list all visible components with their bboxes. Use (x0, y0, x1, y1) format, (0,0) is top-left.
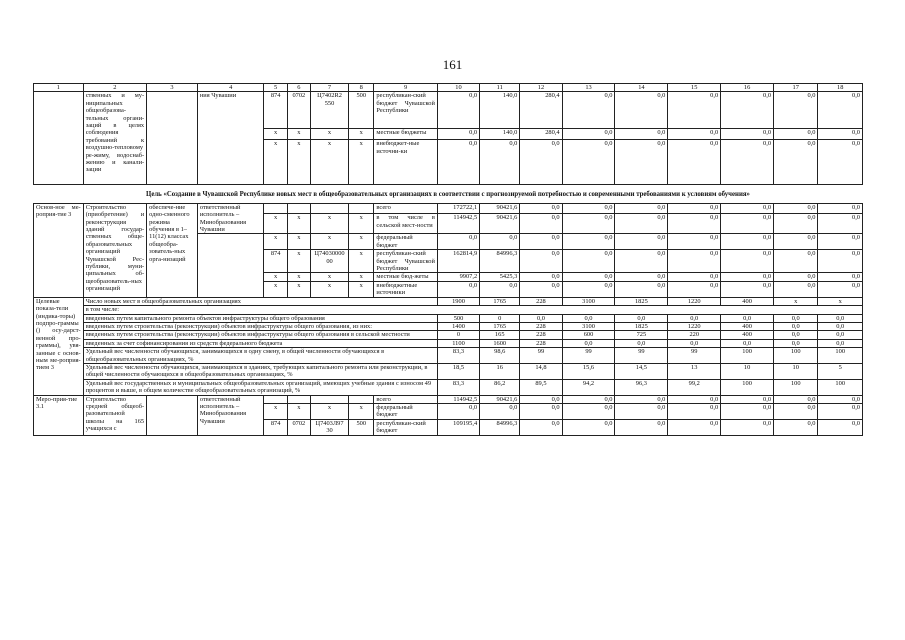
event-label-cell (34, 92, 84, 185)
value-cell: 0,0 (615, 395, 668, 403)
indicator-text-cell: Удельный вес государственных и муниципальных общеобразовательных организаций, имеющих учебные здания с износом 49 процентов и выше, в общем количестве общеобразовательных организаций, % (83, 379, 437, 395)
indicator-value-cell: 1600 (480, 339, 520, 347)
value-cell: 280,4 (520, 92, 562, 129)
indicator-text-cell: Удельный вес численности обучающихся, занимающихся в одну смену, в общей численности обучающихся в общеобразовательных организациях, % (83, 348, 437, 364)
funding-row (34, 395, 863, 403)
indicator-value-cell: 1825 (615, 297, 668, 305)
indicator-value-cell: 14,8 (520, 363, 562, 379)
value-cell: 0,0 (721, 419, 774, 435)
value-cell: 0,0 (615, 203, 668, 214)
value-cell: 0,0 (774, 140, 818, 185)
indicator-value-cell: 0,0 (668, 314, 721, 322)
budget-code-cell (287, 395, 310, 403)
value-cell: 0,0 (721, 273, 774, 281)
indicator-row (34, 379, 863, 395)
indicator-value-cell: 100 (774, 379, 818, 395)
indicator-value-cell: 1400 (437, 322, 479, 330)
value-cell: 0,0 (520, 403, 562, 419)
budget-code-cell: x (287, 250, 310, 273)
value-cell: 0,0 (721, 250, 774, 273)
indicator-value-cell: 99,2 (668, 379, 721, 395)
indicator-value-cell: 165 (480, 331, 520, 339)
column-number-cell: 9 (374, 84, 437, 92)
executor-cell: ния Чувашии (197, 92, 264, 185)
value-cell: 0,0 (774, 129, 818, 140)
indicator-value-cell: 96,3 (615, 379, 668, 395)
value-cell: 0,0 (721, 214, 774, 234)
indicator-row (34, 297, 863, 305)
value-cell: 0,0 (668, 92, 721, 129)
budget-code-cell: 500 (349, 92, 374, 129)
value-cell: 0,0 (437, 234, 479, 250)
value-cell: 0,0 (668, 281, 721, 297)
indicator-value-cell: 228 (520, 339, 562, 347)
value-cell: 0,0 (520, 273, 562, 281)
budget-code-cell: x (264, 273, 287, 281)
indicator-value-cell: 400 (721, 297, 774, 305)
value-cell: 0,0 (668, 273, 721, 281)
indicator-value-cell: 99 (615, 348, 668, 364)
indicator-row (34, 363, 863, 379)
column-number-cell: 11 (480, 84, 520, 92)
value-cell: 0,0 (818, 129, 863, 140)
indicator-value-cell: 15,6 (562, 363, 615, 379)
budget-code-cell: x (287, 281, 310, 297)
indicator-value-cell: 86,2 (480, 379, 520, 395)
value-cell: 140,0 (480, 92, 520, 129)
value-cell: 0,0 (437, 92, 479, 129)
indicator-value-cell: 228 (520, 297, 562, 305)
value-cell: 9907,2 (437, 273, 479, 281)
budget-code-cell: Ц7403Л97 30 (310, 419, 348, 435)
event-name-cell: Строительство (приобретение) и реконструкция зданий государ-ственных обще-образовательных организаций Чувашской Рес-публики, муни-ципальных об-щеобразователь-ных организаций (83, 203, 146, 297)
column-number-cell: 4 (197, 84, 264, 92)
value-cell: 0,0 (562, 92, 615, 129)
budget-code-cell: x (310, 273, 348, 281)
indicator-value-cell: 83,3 (437, 379, 479, 395)
budget-code-cell: x (349, 250, 374, 273)
value-cell: 0,0 (437, 140, 479, 185)
funding-row (34, 92, 863, 129)
value-cell: 0,0 (562, 419, 615, 435)
value-cell: 172722,1 (437, 203, 479, 214)
value-cell: 0,0 (721, 129, 774, 140)
indicator-value-cell: 100 (818, 379, 863, 395)
value-cell: 90421,6 (480, 395, 520, 403)
executor-cell (197, 234, 264, 297)
indicator-value-cell: 100 (721, 379, 774, 395)
budget-code-cell: x (287, 140, 310, 185)
indicator-text-cell: Число новых мест в общеобразовательных организациях (83, 297, 437, 305)
column-number-cell: 13 (562, 84, 615, 92)
budget-code-cell: x (349, 234, 374, 250)
indicator-value-cell: 0,0 (818, 331, 863, 339)
value-cell: 0,0 (774, 214, 818, 234)
goal-row (34, 185, 863, 203)
indicator-value-cell: 500 (437, 314, 479, 322)
indicator-value-cell: 10 (774, 363, 818, 379)
funding-source-cell: всего (374, 203, 437, 214)
indicator-value-cell: 1900 (437, 297, 479, 305)
value-cell: 0,0 (774, 234, 818, 250)
budget-code-cell: x (310, 129, 348, 140)
value-cell: 0,0 (818, 395, 863, 403)
budget-code-cell: x (264, 281, 287, 297)
value-cell: 0,0 (520, 214, 562, 234)
indicator-value-cell: 0,0 (721, 314, 774, 322)
funding-source-cell: республикан-ский бюджет (374, 419, 437, 435)
indicator-value-cell: 16 (480, 363, 520, 379)
budget-code-cell: x (349, 214, 374, 234)
value-cell: 90421,6 (480, 203, 520, 214)
indicator-value-cell: 0,0 (818, 339, 863, 347)
budget-code-cell: Ц7402R2 550 (310, 92, 348, 129)
column-number-cell: 17 (774, 84, 818, 92)
column-number-row (34, 84, 863, 92)
value-cell: 0,0 (818, 273, 863, 281)
column-number-cell: 6 (287, 84, 310, 92)
indicator-value-cell: 0,0 (774, 339, 818, 347)
indicator-value-cell: 3100 (562, 297, 615, 305)
budget-code-cell: x (287, 403, 310, 419)
value-cell: 0,0 (615, 273, 668, 281)
value-cell: 0,0 (721, 403, 774, 419)
value-cell: 0,0 (615, 403, 668, 419)
value-cell: 0,0 (437, 403, 479, 419)
funding-source-cell: в том числе в сельской мест-ности (374, 214, 437, 234)
budget-code-cell: x (264, 140, 287, 185)
value-cell: 0,0 (721, 234, 774, 250)
indicator-value-cell: 0,0 (520, 314, 562, 322)
value-cell: 0,0 (668, 250, 721, 273)
indicator-value-cell: 0 (480, 314, 520, 322)
budget-code-cell: 500 (349, 419, 374, 435)
budget-code-cell (349, 203, 374, 214)
funding-source-cell: местные бюджеты (374, 129, 437, 140)
indicator-value-cell: 220 (668, 331, 721, 339)
column-number-cell: 8 (349, 84, 374, 92)
funding-source-cell: федеральный бюджет (374, 234, 437, 250)
value-cell: 0,0 (774, 419, 818, 435)
budget-code-cell: x (287, 129, 310, 140)
budget-code-cell (310, 203, 348, 214)
funding-row (34, 203, 863, 214)
indicator-value-cell: 99 (562, 348, 615, 364)
indicator-value-cell: 0,0 (774, 322, 818, 330)
value-cell: 0,0 (480, 403, 520, 419)
indicator-row (34, 314, 863, 322)
column-number-cell: 15 (668, 84, 721, 92)
task-cell: обеспече-ние одно-сменного режима обучения в 1–11(12) классах общеобра-зователь-ных орга-низаций (147, 203, 198, 297)
indicator-value-cell: 0,0 (818, 322, 863, 330)
column-number-cell: 2 (83, 84, 146, 92)
indicator-value-cell: 228 (520, 331, 562, 339)
indicator-text-cell: введенных путем капитального ремонта объектов инфраструктуры общего образования (83, 314, 437, 322)
funding-source-cell: всего (374, 395, 437, 403)
value-cell: 0,0 (562, 140, 615, 185)
column-number-cell: 7 (310, 84, 348, 92)
indicator-value-cell: 725 (615, 331, 668, 339)
budget-code-cell (310, 395, 348, 403)
budget-code-cell: x (310, 281, 348, 297)
column-number-cell: 3 (147, 84, 198, 92)
budget-code-cell: 0702 (287, 419, 310, 435)
value-cell: 0,0 (562, 395, 615, 403)
indicator-row (34, 331, 863, 339)
event-name-cell: ственных и му-ниципальных общеобразова-тельных органи-заций в целях соблюдения требований к воздушно-тепловому ре-жиму, водоснаб-жению и канали-зации (83, 92, 146, 185)
value-cell: 0,0 (774, 273, 818, 281)
indicator-value-cell: 1825 (615, 322, 668, 330)
value-cell: 0,0 (562, 403, 615, 419)
budget-code-cell: x (310, 234, 348, 250)
value-cell: 0,0 (818, 250, 863, 273)
value-cell: 0,0 (774, 203, 818, 214)
indicator-row (34, 306, 863, 314)
indicator-value-cell: x (818, 297, 863, 305)
value-cell: 0,0 (562, 250, 615, 273)
value-cell: 0,0 (668, 403, 721, 419)
value-cell: 0,0 (615, 214, 668, 234)
indicator-value-cell: 100 (818, 348, 863, 364)
column-number-cell: 5 (264, 84, 287, 92)
value-cell: 0,0 (520, 140, 562, 185)
indicator-value-cell: x (774, 297, 818, 305)
budget-code-cell: 874 (264, 250, 287, 273)
budget-code-cell: x (349, 281, 374, 297)
column-number-cell: 16 (721, 84, 774, 92)
indicator-value-cell: 100 (721, 348, 774, 364)
budget-code-cell: x (287, 234, 310, 250)
budget-code-cell: x (310, 140, 348, 185)
funding-source-cell: республикан-ский бюджет Чувашской Республики (374, 92, 437, 129)
value-cell: 0,0 (818, 234, 863, 250)
value-cell: 0,0 (774, 403, 818, 419)
value-cell: 0,0 (480, 140, 520, 185)
indicator-value-cell: 0,0 (721, 339, 774, 347)
indicator-value-cell: 10 (721, 363, 774, 379)
value-cell: 0,0 (562, 129, 615, 140)
task-cell (147, 395, 198, 435)
budget-code-cell (287, 203, 310, 214)
value-cell: 0,0 (562, 273, 615, 281)
indicator-value-cell: 99 (668, 348, 721, 364)
value-cell: 0,0 (774, 281, 818, 297)
value-cell: 0,0 (615, 419, 668, 435)
event-name-cell: Строительство средней общеоб-разовательной школы на 165 учащихся с (83, 395, 146, 435)
value-cell: 0,0 (774, 250, 818, 273)
indicator-value-cell: 3100 (562, 322, 615, 330)
indicator-value-cell: 83,3 (437, 348, 479, 364)
event-label-cell: Меро-прия-тие 3.1 (34, 395, 84, 435)
indicator-text-cell: Удельный вес численности обучающихся, занимающихся в зданиях, требующих капитального ремонта или реконструкции, в общей численности обучающихся в общеобразовательных организациях, % (83, 363, 437, 379)
goal-title: Цель «Создание в Чувашской Республике новых мест в общеобразовательных организациях в соответствии с прогнозируемой потребностью и современными требованиями к условиям обучения» (146, 191, 750, 199)
indicator-row (34, 322, 863, 330)
value-cell: 140,0 (480, 129, 520, 140)
indicator-value-cell: 0,0 (615, 339, 668, 347)
value-cell: 0,0 (562, 214, 615, 234)
value-cell: 0,0 (668, 203, 721, 214)
indicator-text-cell: введенных путем строительства (реконструкции) объектов инфраструктуры общего образования в сельской местности (83, 331, 437, 339)
budget-code-cell: x (264, 129, 287, 140)
budget-code-cell: x (349, 273, 374, 281)
executor-cell: ответственный исполнитель – Минобразования Чувашии (197, 203, 264, 234)
value-cell: 0,0 (818, 214, 863, 234)
value-cell: 5425,3 (480, 273, 520, 281)
indicator-label-cell: Целевые показа-тели (индика-торы) подпро-граммы () осу-дарст-венной про-граммы), увя-занные с основ-ным ме-роприя-тием 3 (34, 297, 84, 395)
value-cell: 0,0 (818, 419, 863, 435)
indicator-value-cell: 0,0 (562, 339, 615, 347)
indicator-value-cell: 0,0 (615, 314, 668, 322)
value-cell: 0,0 (437, 281, 479, 297)
value-cell: 162814,9 (437, 250, 479, 273)
indicator-value-cell: 1765 (480, 322, 520, 330)
value-cell: 0,0 (721, 281, 774, 297)
indicator-value-cell: 99 (520, 348, 562, 364)
value-cell: 0,0 (615, 92, 668, 129)
indicator-value-cell: 14,5 (615, 363, 668, 379)
indicator-value-cell: 0 (437, 331, 479, 339)
value-cell: 0,0 (520, 234, 562, 250)
indicator-value-cell: 0,0 (668, 339, 721, 347)
value-cell: 0,0 (520, 203, 562, 214)
task-cell (147, 92, 198, 185)
value-cell: 0,0 (818, 92, 863, 129)
value-cell: 0,0 (774, 92, 818, 129)
budget-code-cell: x (264, 403, 287, 419)
value-cell: 0,0 (818, 403, 863, 419)
program-table (33, 83, 863, 436)
value-cell: 0,0 (615, 129, 668, 140)
budget-code-cell: x (287, 214, 310, 234)
indicator-value-cell: 94,2 (562, 379, 615, 395)
column-number-cell: 1 (34, 84, 84, 92)
indicator-value-cell: 1765 (480, 297, 520, 305)
budget-code-cell: x (349, 403, 374, 419)
value-cell: 0,0 (668, 129, 721, 140)
indicator-value-cell: 98,6 (480, 348, 520, 364)
indicator-value-cell: 228 (520, 322, 562, 330)
value-cell: 0,0 (615, 281, 668, 297)
budget-code-cell: x (310, 214, 348, 234)
column-number-cell: 14 (615, 84, 668, 92)
value-cell: 0,0 (437, 129, 479, 140)
indicator-text-cell: введенных путем строительства (реконструкции) объектов инфраструктуры общего образования, из них: (83, 322, 437, 330)
value-cell: 0,0 (520, 395, 562, 403)
budget-code-cell: 0702 (287, 92, 310, 129)
value-cell: 109195,4 (437, 419, 479, 435)
value-cell: 0,0 (721, 395, 774, 403)
value-cell: 0,0 (562, 281, 615, 297)
event-label-cell: Основ-ное ме-роприя-тие 3 (34, 203, 84, 297)
budget-code-cell: 874 (264, 92, 287, 129)
budget-code-cell: x (349, 140, 374, 185)
value-cell: 0,0 (818, 203, 863, 214)
funding-source-cell: внебюджетные источники (374, 281, 437, 297)
column-number-cell: 18 (818, 84, 863, 92)
value-cell: 280,4 (520, 129, 562, 140)
value-cell: 0,0 (615, 234, 668, 250)
executor-cell: ответственный исполнитель – Минобразования Чувашии (197, 395, 264, 435)
indicator-value-cell: 13 (668, 363, 721, 379)
value-cell: 84996,3 (480, 419, 520, 435)
indicator-text-cell: введенных за счет софинансирования из средств федерального бюджета (83, 339, 437, 347)
budget-code-cell: 874 (264, 419, 287, 435)
value-cell: 0,0 (520, 419, 562, 435)
funding-source-cell: федеральный бюджет (374, 403, 437, 419)
page-number: 161 (442, 57, 463, 72)
value-cell: 0,0 (668, 234, 721, 250)
value-cell: 0,0 (721, 92, 774, 129)
indicator-row (34, 348, 863, 364)
value-cell: 0,0 (721, 203, 774, 214)
value-cell: 114942,5 (437, 395, 479, 403)
budget-code-cell (349, 395, 374, 403)
funding-source-cell: местные бюд-жеты (374, 273, 437, 281)
budget-code-cell: x (349, 129, 374, 140)
indicator-value-cell: 1220 (668, 322, 721, 330)
value-cell: 90421,6 (480, 214, 520, 234)
value-cell: 0,0 (520, 281, 562, 297)
budget-code-cell (264, 203, 287, 214)
indicator-value-cell: 1100 (437, 339, 479, 347)
indicator-value-cell: 0,0 (562, 314, 615, 322)
value-cell: 0,0 (668, 214, 721, 234)
value-cell: 0,0 (818, 281, 863, 297)
budget-code-cell: Ц74030000 00 (310, 250, 348, 273)
indicator-value-cell: 100 (774, 348, 818, 364)
budget-code-cell: x (264, 214, 287, 234)
indicator-value-cell: 400 (721, 322, 774, 330)
value-cell: 0,0 (615, 140, 668, 185)
value-cell: 0,0 (562, 234, 615, 250)
funding-source-cell: республикан-ский бюджет Чувашской Республики (374, 250, 437, 273)
indicator-value-cell: 600 (562, 331, 615, 339)
value-cell: 0,0 (668, 395, 721, 403)
value-cell: 84996,3 (480, 250, 520, 273)
value-cell: 0,0 (480, 281, 520, 297)
value-cell: 0,0 (668, 419, 721, 435)
indicator-value-cell: 5 (818, 363, 863, 379)
indicator-value-cell: 0,0 (818, 314, 863, 322)
indicator-value-cell: 400 (721, 331, 774, 339)
indicator-row (34, 339, 863, 347)
budget-code-cell (264, 395, 287, 403)
value-cell: 0,0 (480, 234, 520, 250)
indicator-value-cell: 18,5 (437, 363, 479, 379)
column-number-cell: 10 (437, 84, 479, 92)
budget-code-cell: x (264, 234, 287, 250)
indicator-text-cell: в том числе: (83, 306, 862, 314)
budget-code-cell: x (310, 403, 348, 419)
budget-code-cell: x (287, 273, 310, 281)
indicator-value-cell: 89,5 (520, 379, 562, 395)
value-cell: 0,0 (818, 140, 863, 185)
value-cell: 0,0 (668, 140, 721, 185)
column-number-cell: 12 (520, 84, 562, 92)
value-cell: 0,0 (774, 395, 818, 403)
value-cell: 0,0 (562, 203, 615, 214)
indicator-value-cell: 1220 (668, 297, 721, 305)
value-cell: 114942,5 (437, 214, 479, 234)
indicator-value-cell: 0,0 (774, 331, 818, 339)
funding-source-cell: внебюджет-ные источни-ки (374, 140, 437, 185)
value-cell: 0,0 (520, 250, 562, 273)
indicator-value-cell: 0,0 (774, 314, 818, 322)
value-cell: 0,0 (615, 250, 668, 273)
value-cell: 0,0 (721, 140, 774, 185)
